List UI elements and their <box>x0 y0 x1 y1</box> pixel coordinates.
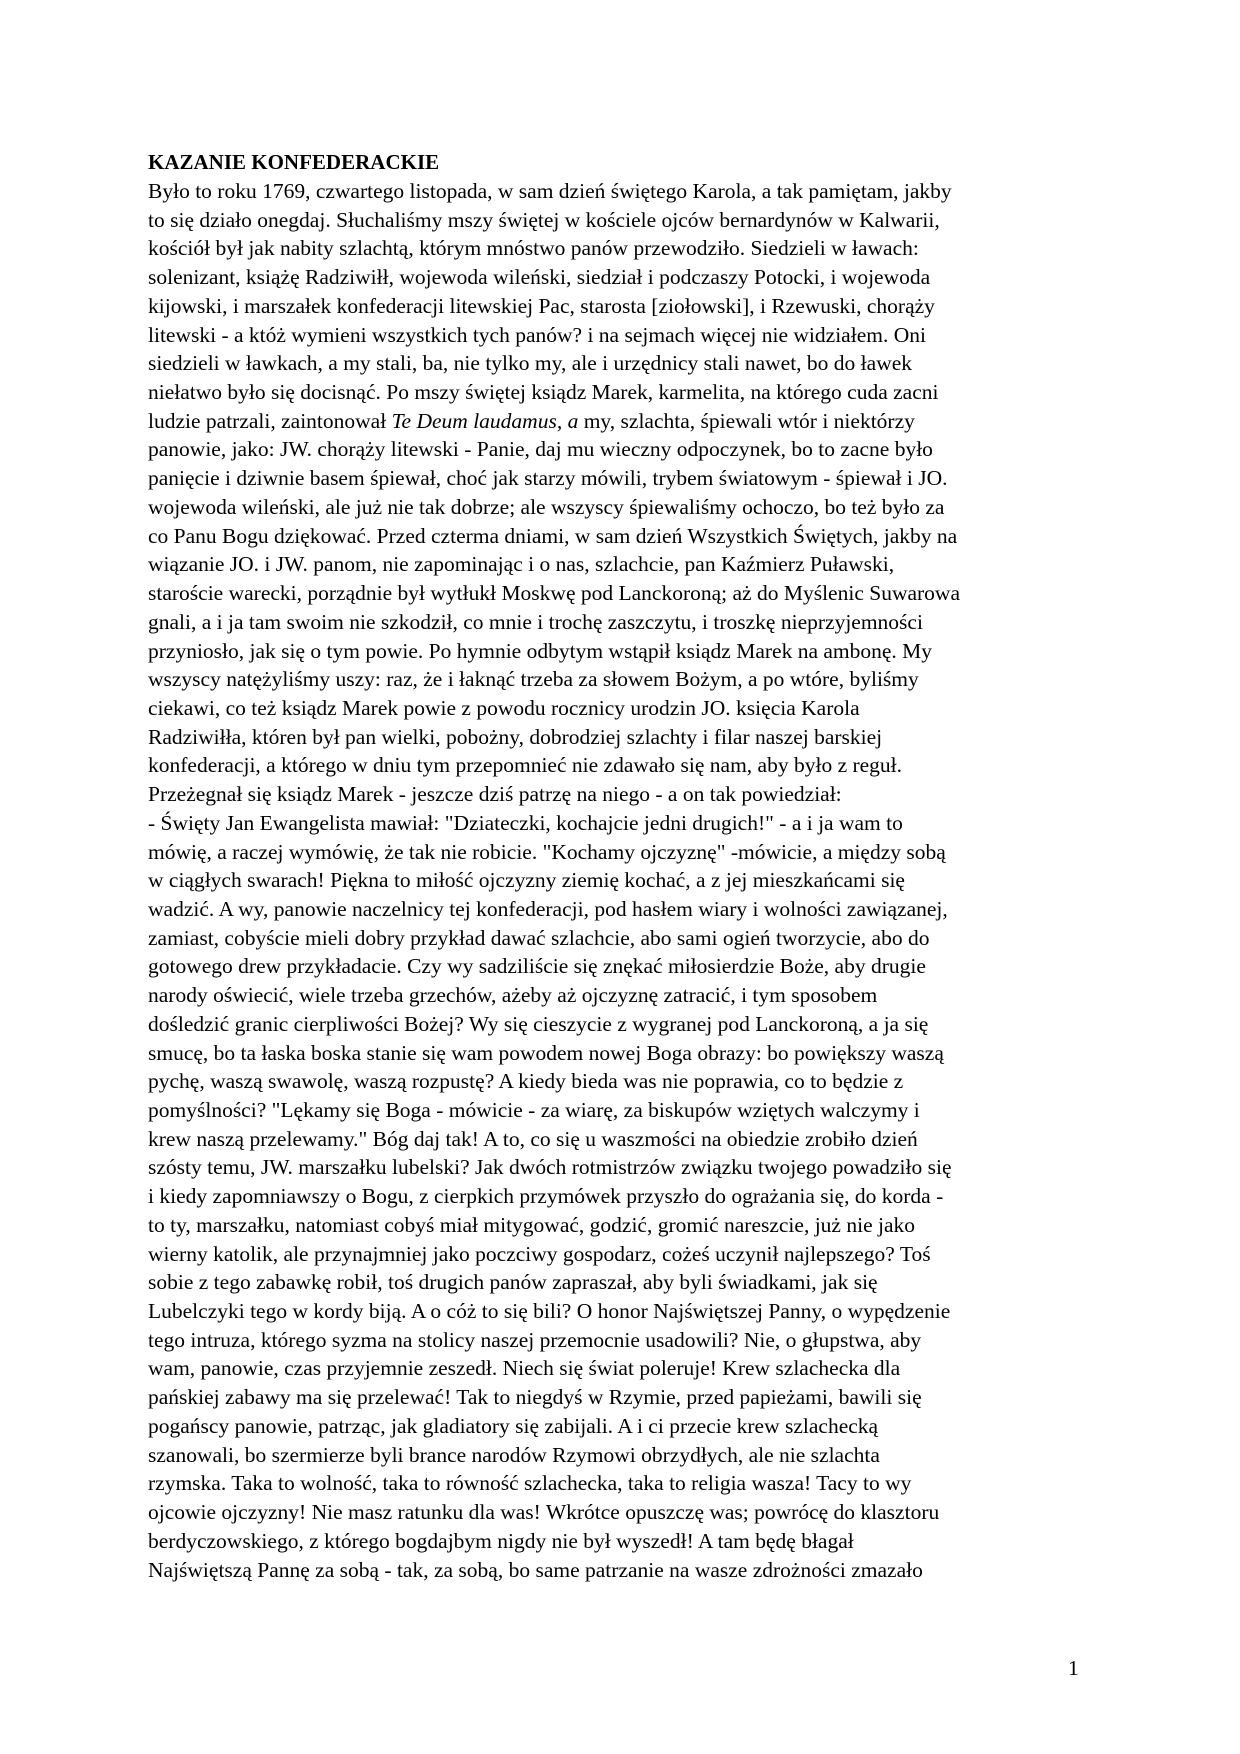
text-line: niełatwo było się docisnąć. Po mszy świętej ksiądz Marek, karmelita, na którego cuda zacni <box>148 380 939 405</box>
text-line: szósty temu, JW. marszałku lubelski? Jak dwóch rotmistrzów związku twojego powadziło się <box>148 1155 952 1180</box>
text-line: gnali, a i ja tam swoim nie szkodził, co mnie i trochę zaszczytu, i troszkę nieprzyjemności <box>148 609 923 634</box>
text-line: Przeżegnał się ksiądz Marek - jeszcze dziś patrzę na niego - a on tak powiedział: <box>148 782 842 807</box>
text-line: Lubelczyki tego w kordy biją. A o cóż to się bili? O honor Najświętszej Panny, o wypędzenie <box>148 1299 951 1324</box>
text-line: wierny katolik, ale przynajmniej jako poczciwy gospodarz, cożeś uczynił najlepszego? Toś <box>148 1241 931 1266</box>
text-line: wadzić. A wy, panowie naczelnicy tej konfederacji, pod hasłem wiary i wolności zawiązanej, <box>148 896 948 921</box>
text-line: gotowego drew przykładacie. Czy wy sadziliście się znękać miłosierdzie Boże, aby drugie <box>148 954 926 979</box>
text-line: panięcie i dziwnie basem śpiewał, choć jak starzy mówili, trybem światowym - śpiewał i JO. <box>148 466 948 491</box>
text-line: Było to roku 1769, czwartego listopada, w sam dzień świętego Karola, a tak pamiętam, jakby <box>148 179 952 203</box>
text-line: pomyślności? "Lękamy się Boga - mówicie - za wiarę, za biskupów wziętych walczymy i <box>148 1098 920 1122</box>
text-line: wam, panowie, czas przyjemnie zeszedł. Niech się świat poleruje! Krew szlachecka dla <box>148 1356 901 1381</box>
text-run: my, szlachta, śpiewali wtór i niektórzy <box>578 408 915 433</box>
text-line: panowie, jako: JW. chorąży litewski - Panie, daj mu wieczny odpoczynek, bo to zacne było <box>148 437 933 462</box>
text-line: to się działo onegdaj. Słuchaliśmy mszy świętej w kościele ojców bernardynów w Kalwarii, <box>148 207 940 232</box>
text-line: ojcowie ojczyzny! Nie masz ratunku dla was! Wkrótce opuszczę was; powrócę do klasztoru <box>148 1500 940 1525</box>
text-line: kościół był jak nabity szlachtą, którym mnóstwo panów przewodziło. Siedzieli w ławach: <box>148 236 919 261</box>
text-line: Radziwiłła, któren był pan wielki, pobożny, dobrodziej szlachty i filar naszej barskiej <box>148 724 883 749</box>
latin-hymn-title: Te Deum laudamus, a <box>391 408 579 433</box>
text-line: pychę, waszą swawolę, waszą rozpustę? A kiedy bieda was nie poprawia, co to będzie z <box>148 1069 904 1094</box>
text-line: wszyscy natężyliśmy uszy: raz, że i łaknąć trzeba za słowem Bożym, a po wtóre, byliśmy <box>148 667 919 692</box>
text-line: zamiast, cobyście mieli dobry przykład dawać szlachcie, abo sami ogień tworzycie, abo do <box>148 925 930 950</box>
text-line: narody oświecić, wiele trzeba grzechów, ażeby aż ojczyznę zatracić, i tym sposobem <box>148 983 878 1008</box>
text-line <box>148 407 1108 436</box>
text-line: siedzieli w ławkach, a my stali, ba, nie tylko my, ale i urzędnicy stali nawet, bo do ławek <box>148 351 913 376</box>
text-line: to ty, marszałku, natomiast cobyś miał mitygować, godzić, gromić nareszcie, już nie jako <box>148 1212 915 1237</box>
text-line: i kiedy zapomniawszy o Bogu, z cierpkich przymówek przyszło do ograżania się, do korda - <box>148 1184 944 1209</box>
text-line: - Święty Jan Ewangelista mawiał: "Dziateczki, kochajcie jedni drugich!" - a i ja wam to <box>148 810 903 835</box>
text-line: ciekawi, co też ksiądz Marek powie z powodu rocznicy urodzin JO. księcia Karola <box>148 695 860 720</box>
text-line: sobie z tego zabawkę robił, toś drugich panów zapraszał, aby byli świadkami, jak się <box>148 1270 878 1295</box>
text-line: pogańscy panowie, patrząc, jak gladiatory się zabijali. A i ci przecie krew szlachecką <box>148 1413 879 1438</box>
text-line: co Panu Bogu dziękować. Przed czterma dniami, w sam dzień Wszystkich Świętych, jakby na <box>148 523 958 548</box>
text-line: smucę, bo ta łaska boska stanie się wam powodem nowej Boga obrazy: bo powiększy waszą <box>148 1040 944 1065</box>
page-number: 1 <box>1068 1656 1079 1680</box>
text-line: wojewoda wileński, ale już nie tak dobrze; ale wszyscy śpiewaliśmy ochoczo, bo też było za <box>148 494 945 519</box>
document-title: KAZANIE KONFEDERACKIE <box>148 150 440 174</box>
document-body <box>148 177 1108 1584</box>
text-line: szanowali, bo szermierze byli brance narodów Rzymowi obrzydłych, ale nie szlachta <box>148 1442 880 1467</box>
text-line: przyniosło, jak się o tym powie. Po hymnie odbytym wstąpił ksiądz Marek na ambonę. My <box>148 638 933 663</box>
text-line: wiązanie JO. i JW. panom, nie zapominając i o nas, szlachcie, pan Kaźmierz Puławski, <box>148 552 895 577</box>
text-line: litewski - a któż wymieni wszystkich tych panów? i na sejmach więcej nie widziałem. Oni <box>148 322 926 347</box>
text-line: berdyczowskiego, z którego bogdajbym nigdy nie był wyszedł! A tam będę błagał <box>148 1528 854 1553</box>
text-line: solenizant, książę Radziwiłł, wojewoda wileński, siedział i podczaszy Potocki, i wojewoda <box>148 265 931 290</box>
text-line: krew naszą przelewamy." Bóg daj tak! A to, co się u waszmości na obiedzie zrobiło dzień <box>148 1126 918 1151</box>
text-line: konfederacji, a którego w dniu tym przepomnieć nie zdawało się nam, aby było z reguł. <box>148 753 903 778</box>
text-line: dośledzić granic cierpliwości Bożej? Wy się cieszycie z wygranej pod Lanckoroną, a ja się <box>148 1011 929 1036</box>
text-line: rzymska. Taka to wolność, taka to równość szlachecka, taka to religia wasza! Tacy to wy <box>148 1471 912 1496</box>
text-run: ludzie patrzali, zaintonował <box>148 408 392 433</box>
text-line: staroście warecki, porządnie był wytłukł Moskwę pod Lanckoroną; aż do Myślenic Suwarowa <box>148 581 960 606</box>
text-line: kijowski, i marszałek konfederacji litewskiej Pac, starosta [ziołowski], i Rzewuski, chorąży <box>148 293 935 318</box>
text-line: Najświętszą Pannę za sobą - tak, za sobą, bo same patrzanie na wasze zdrożności zmazało <box>148 1557 923 1582</box>
text-line: pańskiej zabawy ma się przelewać! Tak to niegdyś w Rzymie, przed papieżami, bawili się <box>148 1385 922 1410</box>
text-line: tego intruza, którego syzma na stolicy naszej przemocnie usadowili? Nie, o głupstwa, aby <box>148 1327 922 1352</box>
text-line: mówię, a raczej wymówię, że tak nie robicie. "Kochamy ojczyznę" -mówicie, a między sobą <box>148 839 946 864</box>
text-line: w ciągłych swarach! Piękna to miłość ojczyzny ziemię kochać, a z jej mieszkańcami się <box>148 868 905 893</box>
